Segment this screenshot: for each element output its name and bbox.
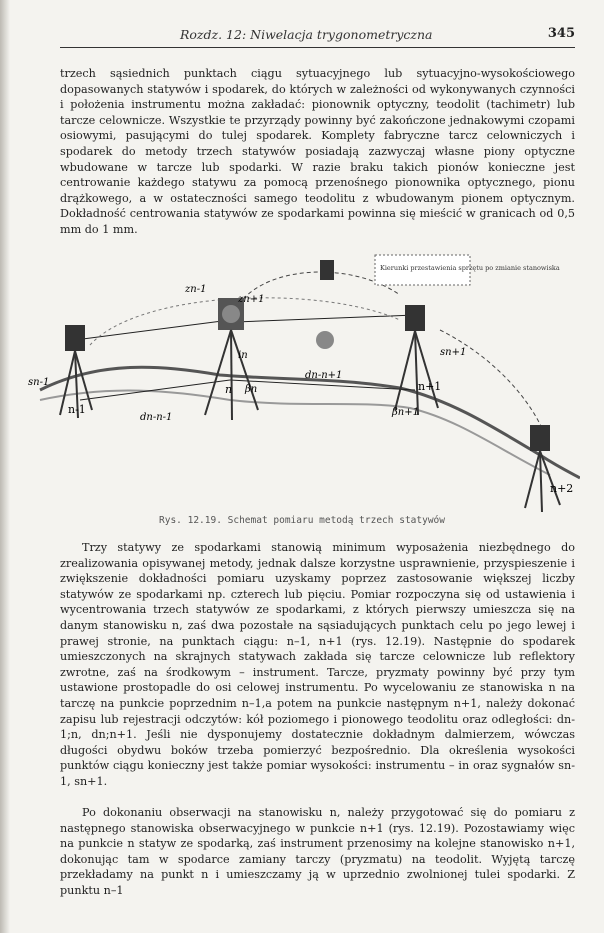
sight-line-right: [235, 315, 415, 322]
label-z-right: zn+1: [238, 294, 265, 305]
paragraph-1: trzech sąsiednich punktach ciągu sytuacyjnego lub sytuacyjno-wysokościowego dopasowanych statywów i spodarek, do których w zależności od wykonywanych czynności i położenia instrumentu można zakładać: pionownik optyczny, teodolit (tachimetr) lub tarcze celownicze. Wszystkie te przyrządy powinny być zakończone jednakowymi czopami osiowymi, pasującymi do tulej spodarek. Komplety fabryczne tarcz celowniczych i spodarek do metody trzech statywów posiadają zazwyczaj własne piony optyczne wbudowane w tarcze lub spodarki. W razie braku takich pionów konieczne jest centrowanie każdego statywu za pomocą przenośnego pionownika optycznego, pionu drążkowego, a w ostateczności samego teodolitu z wbudowanym pionem optycznym. Dokładność centrowania statywów ze spodarkami powinna się mieścić w granicach od 0,5 mm do 1 mm.: [60, 67, 575, 236]
sight-line-left: [75, 320, 230, 340]
label-beta-n: βn: [245, 384, 258, 395]
floating-target: [320, 260, 334, 280]
running-title: Rozdz. 12: Niwelacja trygonometryczna: [180, 27, 433, 42]
paragraph-3: Po dokonaniu obserwacji na stanowisku n, należy przygotować się do pomiaru z następnego stanowiska obserwacyjnego w punkcie n+1 (rys. 12.19). Pozostawiamy więc na punkcie n statyw ze spodarką, zaś instrument przenosimy na kolejne stanowisko n+1, dokonując tam w spodarce zamiany tarczy (pryzmatu) na teodolit. Wyjętą tarczę przekładamy na punkt n i umieszczamy ją w uprzednio zwolnionej tulei spodarki. Z punktu n–1: [60, 806, 575, 897]
figure-caption: Rys. 12.19. Schemat pomiaru metodą trzech statywów: [159, 515, 445, 526]
note-text: Kierunki przestawienia sprzętu po zmianie stanowiska: [380, 264, 560, 272]
label-s-right: sn+1: [440, 347, 467, 358]
tripod-n-plus-2: [525, 425, 560, 512]
page-header: [60, 27, 575, 48]
label-beta-n1: βn+1: [392, 407, 419, 418]
label-s-left: sn-1: [28, 377, 50, 388]
label-i-n: in: [238, 350, 248, 361]
label-n-plus-2: n+2: [550, 482, 574, 495]
label-n: n: [225, 383, 233, 396]
floating-instrument: [316, 331, 334, 349]
label-n-minus-1: n-1: [68, 403, 86, 416]
label-d-right: dn-n+1: [305, 370, 343, 381]
figure-12-19: [20, 250, 580, 520]
label-n-plus-1: n+1: [418, 380, 442, 393]
label-d-left: dn-n-1: [140, 412, 173, 423]
label-z-left: zn-1: [185, 284, 207, 295]
page-number: 345: [547, 26, 575, 41]
terrain-line-lower: [40, 391, 550, 475]
paragraph-2: Trzy statywy ze spodarkami stanowią minimum wyposażenia niezbędnego do zrealizowania opisywanej metody, jednak dalsze korzystne usprawnienie, przyspieszenie i zwiększenie dokładności pomiaru uzyskamy poprzez zastosowanie większej liczby statywów ze spodarkami np. czterech lub pięciu. Pomiar rozpoczyna się od ustawienia i wycentrowania trzech statywów ze spodarkami, z których pierwszy umieszcza się na danym stanowisku n, zaś dwa pozostałe na sąsiadujących punktach celu po jego lewej i prawej stronie, na punktach ciągu: n–1, n+1 (rys. 12.19). Następnie do spodarek umieszczonych na skrajnych statywach zakłada się tarcze celownicze lub reflektory zwrotne, zaś na środkowym – instrument. Tarcze, pryzmaty powinny być przy tym ustawione prostopadle do osi celowej instrumentu. Po wycelowaniu ze stanowiska n na tarczę na punkcie poprzednim n–1,a potem na punkcie następnym n+1, należy dokonać zapisu lub rejestracji odczytów: kół poziomego i pionowego teodolitu oraz odległości: dn-1;n, dn;n+1. Jeśli nie dysponujemy dostatecznie dokładnym dalmierzem, wówczas długości obydwu boków trzeba pomierzyć bezpośrednio. Dla określenia wysokości punktów ciągu konieczny jest także pomiar wysokości: instrumentu – in oraz sygnałów sn-1, sn+1.: [60, 541, 575, 788]
three-tripod-diagram: [20, 250, 580, 520]
binding-shadow: [0, 0, 10, 933]
